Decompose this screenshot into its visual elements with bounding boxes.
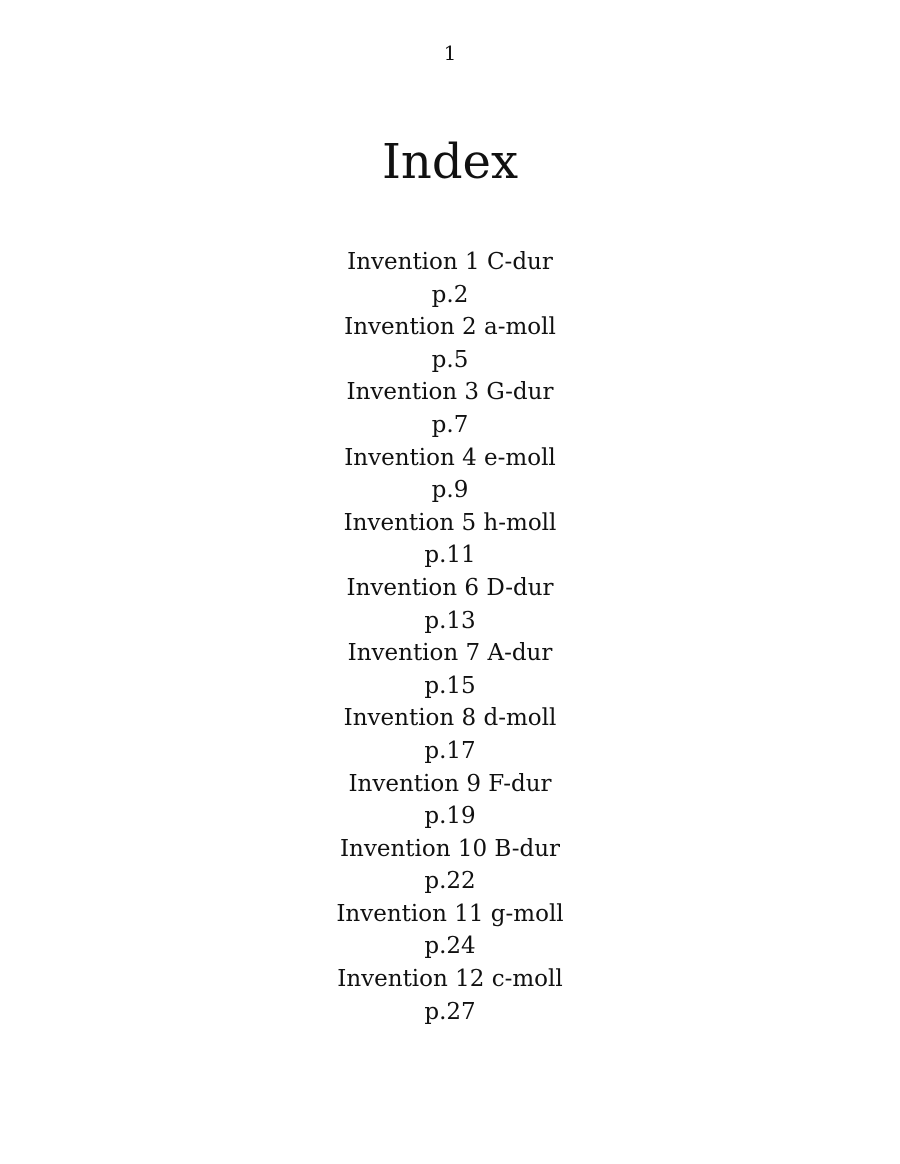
index-entry (0, 833, 900, 898)
index-entry-title: Invention 8 d-moll (343, 705, 557, 732)
index-entry-title: Invention 11 g-moll (336, 900, 564, 927)
index-entry-title: Invention 10 B-dur (339, 835, 561, 862)
index-entry-page: p.13 (424, 607, 476, 634)
index-list (0, 246, 900, 1028)
index-entry-title: Invention 2 a-moll (344, 314, 556, 341)
index-entry-title: Invention 4 e-moll (344, 444, 556, 471)
index-entry-page: p.15 (424, 672, 476, 699)
index-entry-page: p.2 (431, 281, 469, 308)
index-entry (0, 246, 900, 311)
index-entry (0, 507, 900, 572)
index-entry (0, 311, 900, 376)
index-entry-page: p.9 (431, 477, 469, 504)
index-entry-page: p.7 (431, 411, 469, 438)
page-title: Index (381, 134, 519, 190)
index-entry-page: p.24 (424, 933, 476, 960)
index-entry (0, 442, 900, 507)
index-entry (0, 898, 900, 963)
index-entry-title: Invention 5 h-moll (343, 509, 557, 536)
index-entry-page: p.11 (424, 542, 476, 569)
index-entry (0, 572, 900, 637)
index-entry (0, 637, 900, 702)
index-entry-title: Invention 3 G-dur (346, 379, 554, 406)
index-entry-title: Invention 9 F-dur (348, 770, 552, 797)
index-entry (0, 702, 900, 767)
index-entry-page: p.17 (424, 737, 476, 764)
index-entry-title: Invention 7 A-dur (347, 640, 553, 667)
index-entry-page: p.5 (431, 346, 469, 373)
index-entry-title: Invention 12 c-moll (337, 966, 563, 993)
page-number: 1 (443, 41, 457, 65)
index-entry-title: Invention 1 C-dur (347, 249, 553, 275)
index-entry (0, 963, 900, 1028)
index-entry (0, 376, 900, 441)
index-entry (0, 768, 900, 833)
index-entry-page: p.27 (424, 998, 476, 1025)
index-entry-page: p.19 (424, 803, 476, 830)
index-entry-title: Invention 6 D-dur (346, 574, 554, 601)
index-entry-page: p.22 (424, 868, 476, 895)
